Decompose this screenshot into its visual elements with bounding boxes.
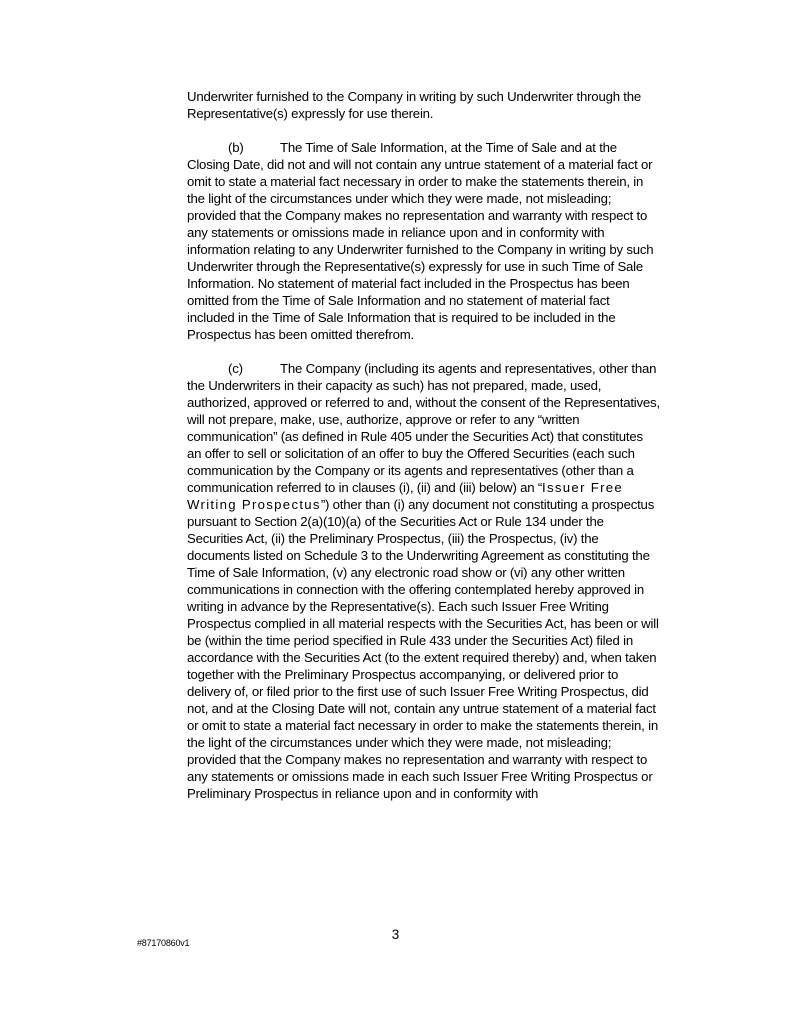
paragraph-b-label: (b): [228, 140, 244, 155]
paragraph-continuation: Underwriter furnished to the Company in writing by such Underwriter through the Representative(s) expressly for use therein.: [187, 89, 642, 121]
paragraph-c-text-after: ”) other than (i) any document not constituting a prospectus pursuant to Section 2(a)(10)(a) of the Securities Act or Rule 134 under the Securities Act, (ii) the Preliminary Prospectus, (iii) the Prospectus, (iv) the documents listed on Schedule 3 to the Underwriting Agreement as constituting the Time of Sale Information, (v) any electronic road show or (vi) any other written communications in connection with the offering contemplated hereby approved in writing in advance by the Representative(s). Each such Issuer Free Writing Prospectus complied in all material respects with the Securities Act, has been or will be (within the time period specified in Rule 433 under the Securities Act) filed in accordance with the Securities Act (to the extent required thereby) and, when taken together with the Preliminary Prospectus accompanying, or delivered prior to delivery of, or filed prior to the first use of such Issuer Free Writing Prospectus, did not, and at the Closing Date will not, contain any untrue statement of a material fact or omit to state a material fact necessary in order to make the statements therein, in the light of the circumstances under which they were made, not misleading; provided that the Company makes no representation and warranty with respect to any statements or omissions made in each such Issuer Free Writing Prospectus or Preliminary Prospectus in reliance upon and in conformity with: [187, 497, 659, 801]
page-number: 3: [391, 927, 400, 942]
document-body: [187, 88, 660, 819]
paragraph-c: [187, 360, 660, 802]
paragraph-c-label: (c): [228, 361, 243, 376]
document-control-number: #87170860v1: [137, 938, 190, 948]
paragraph-b-text: The Time of Sale Information, at the Time of Sale and at the Closing Date, did not and will not contain any untrue statement of a material fact or omit to state a material fact necessary in order to make the statements therein, in the light of the circumstances under which they were made, not misleading; provided that the Company makes no representation and warranty with respect to any statements or omissions made in reliance upon and in conformity with information relating to any Underwriter furnished to the Company in writing by such Underwriter through the Representative(s) expressly for use in such Time of Sale Information. No statement of material fact included in the Prospectus has been omitted from the Time of Sale Information and no statement of material fact included in the Time of Sale Information that is required to be included in the Prospectus has been omitted therefrom.: [187, 140, 654, 342]
paragraph-b: [187, 139, 660, 343]
paragraph-c-text-before: The Company (including its agents and representatives, other than the Underwriters in their capacity as such) has not prepared, made, used, authorized, approved or referred to and, without the consent of the Representatives, will not prepare, make, use, authorize, approve or refer to any “written communication” (as defined in Rule 405 under the Securities Act) that constitutes an offer to sell or solicitation of an offer to buy the Offered Securities (each such communication by the Company or its agents and representatives (other than a communication referred to in clauses (i), (ii) and (iii) below) an “: [187, 361, 660, 495]
defined-term-issuer-free-writing-prospectus: Issuer Free Writing Prospectus: [187, 480, 624, 512]
